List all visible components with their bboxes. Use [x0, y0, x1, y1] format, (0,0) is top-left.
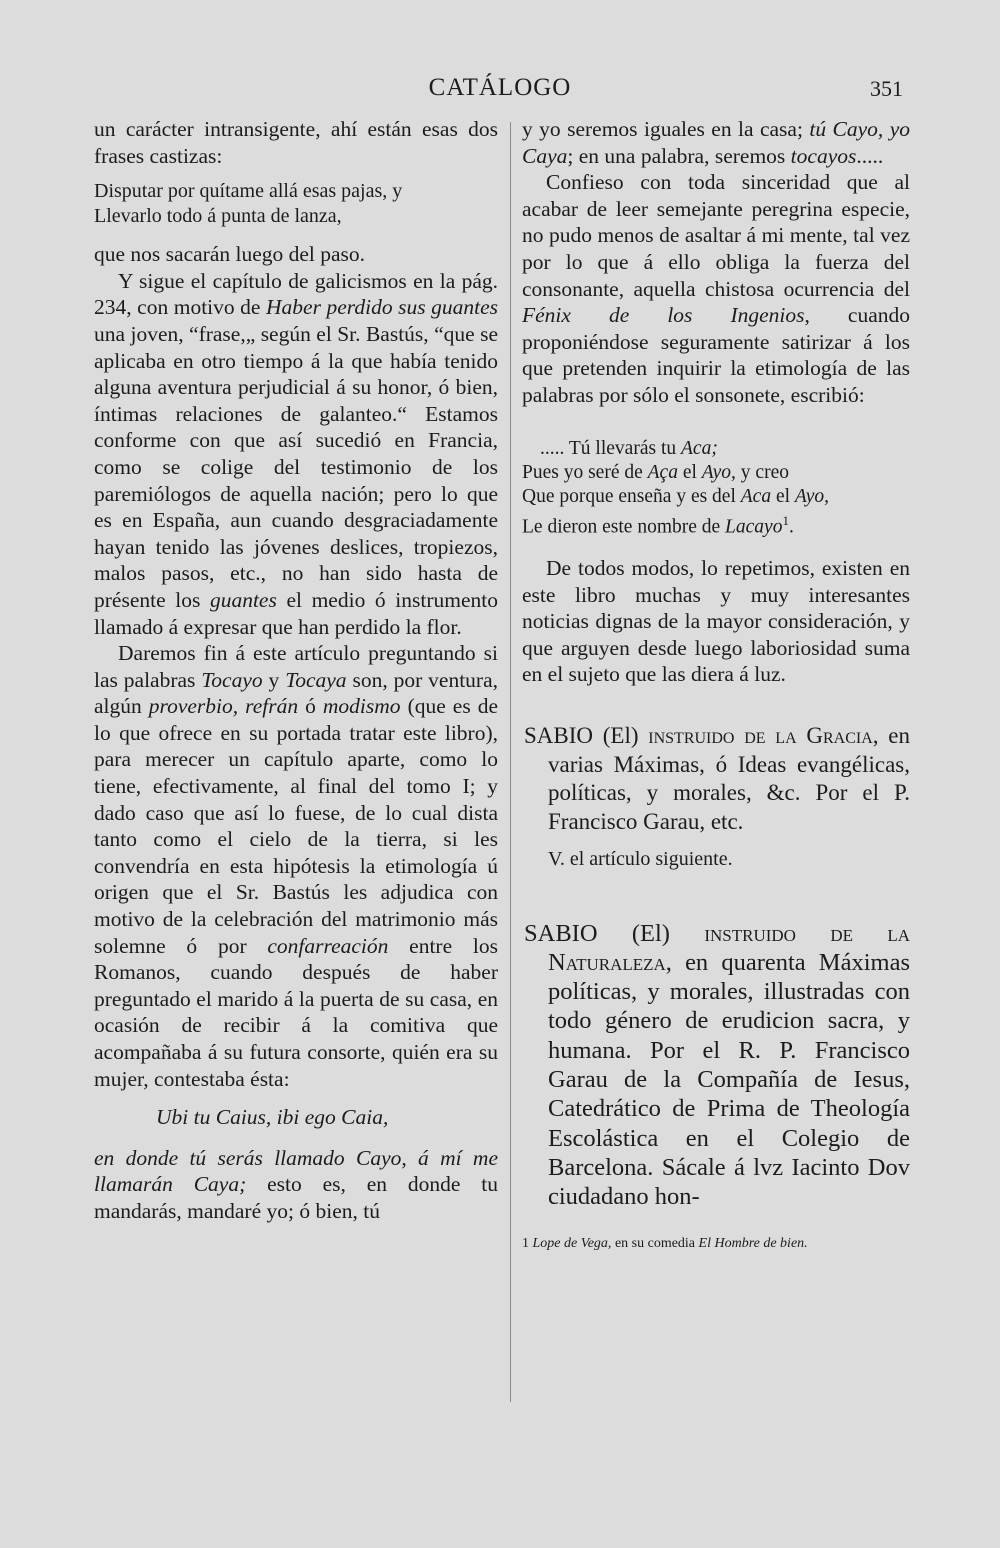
text-run: , en quarenta Máximas políticas, y morales, illustradas con todo género de erudicion sacra, y humana. Por el R. P. Francisco Garau de la Compañía de Iesus, Catedrático de Prima de Theología Escolástica en el Colegio de Barcelona. Sácale á lvz Iacinto Dov ciudadano hon-: [548, 948, 910, 1211]
text-run: Que porque enseña y es del: [522, 485, 741, 507]
italic-run: tú Cayo, yo Caya: [522, 117, 910, 168]
text-run: Confieso con toda sinceridad que al acabar de leer semejante peregrina especie, no pudo menos de asaltar á mi mente, tal vez por lo que á ello obliga la fuerza del consonante, aquella chistosa ocurrencia del: [522, 170, 910, 301]
text-run: esto es, en donde tu mandarás, mandaré yo; ó bien, tú: [94, 1172, 498, 1223]
italic-run: Haber perdido sus guantes: [266, 295, 498, 320]
catalog-entry: [522, 919, 910, 1212]
verse-line: [522, 461, 910, 485]
text-run: son, por ventura, algún: [94, 667, 499, 719]
text-run: el: [771, 485, 795, 507]
italic-run: Ayo,: [794, 485, 830, 507]
paragraph: [522, 116, 910, 169]
quote-line: Llevarlo todo á punta de lanza,: [94, 205, 342, 228]
italic-run: confarreación: [267, 933, 389, 958]
text-run: una joven, “frase,„ según el Sr. Bastús, “que se aplicaba en otro tiempo á la que había tenido alguna aventura perjudicial á su honor, ó bien, íntimas relaciones de galanteo.“ Estamos conforme con que así sucedió en Francia, como se colige del testimonio de los paremiólogos de aquella nación; pero lo que es en España, aun cuando desgraciadamente hayan tenido las jóvenes deslices, tropiezos, malos pasos, etc., no han sido hasta de présente los: [94, 321, 498, 612]
text-run: Lope de Vega,: [529, 1235, 612, 1251]
text-run: Le dieron este nombre de: [522, 516, 726, 538]
footnote-number: 1: [522, 1235, 529, 1251]
verse-quote: [522, 437, 910, 540]
running-title: CATÁLOGO: [428, 74, 572, 101]
text-run: (que es de lo que ofrece en su portada tratar este libro), para merecer un capítulo aparte, como lo tiene, efectivamente, al final del tomo I; y dado caso que así lo fuese, de lo cual dista tanto como el cielo de la tierra, si les convendría en esta hipótesis la etimología ú origen que el Sr. Bastús les adjudica con motivo de la celebración del matrimonio más solemne ó por: [94, 694, 499, 958]
entry-subtitle: instruido de la Naturaleza: [548, 919, 910, 976]
paragraph: [94, 640, 498, 1092]
verse-line: [522, 509, 910, 540]
italic-run: Aça: [647, 461, 678, 483]
verse-line: [522, 485, 910, 509]
italic-run: Aca;: [681, 437, 718, 459]
entry-subtitle: instruido de la Gracia: [648, 723, 873, 748]
verse-line: [522, 437, 910, 461]
text-run: Pues yo seré de: [522, 461, 648, 483]
italic-run: Tocayo: [201, 667, 263, 692]
text-run: el medio ó instrumento llamado á expresar que han perdido la flor.: [94, 587, 499, 639]
italic-run: modismo: [322, 694, 401, 719]
text-run: entre los Romanos, cuando después de haber preguntado el marido á la puerta de su casa, en ocasión de recibir á la comitiva que acompañaba á su futura consorte, quién era su mujer, contestaba ésta:: [94, 933, 498, 1091]
entry-heading: SABIO (El): [524, 723, 649, 748]
paragraph: [522, 169, 910, 408]
quoted-phrases: [94, 179, 498, 229]
italic-run: Fénix de los Ingenios: [522, 303, 805, 328]
latin-quote: Ubi tu Caius, ibi ego Caia,: [156, 1105, 389, 1130]
paragraph: un carácter intransigente, ahí están esas dos frases castizas:: [94, 117, 498, 168]
paragraph: [94, 1145, 498, 1225]
italic-run: en donde tú serás llamado Cayo, á mí me llamarán Caya;: [94, 1145, 498, 1197]
italic-run: guantes: [209, 587, 277, 612]
italic-run: Lacayo: [725, 516, 783, 538]
text-run: , cuando proponiéndose seguramente satirizar á los que pretenden inquirir la etimología de las palabras por sólo el sonsonete, escribió:: [522, 303, 910, 407]
cross-reference: V. el artículo siguiente.: [548, 848, 733, 870]
text-run: .....: [856, 143, 884, 168]
paragraph: [94, 268, 498, 640]
left-column: [94, 116, 498, 1225]
paragraph: De todos modos, lo repetimos, existen en este libro muchas y muy interesantes noticias dignas de la mayor consideración, y que arguyen desde luego laboriosidad suma en el sujeto que las diera á luz.: [522, 556, 910, 687]
text-run: Y sigue el capítulo de galicismos en la pág. 234, con motivo de: [94, 268, 498, 320]
italic-run: Aca: [740, 485, 772, 507]
text-run: y creo: [735, 461, 789, 483]
footnote-marker: 1: [782, 512, 789, 528]
catalog-entry: [522, 722, 910, 836]
column-divider: [510, 122, 511, 1402]
text-run: El Hombre de bien.: [698, 1235, 808, 1251]
text-run: , en varias Máximas, ó Ideas evangélicas, políticas, y morales, &c. Por el P. Francisco Garau, etc.: [548, 723, 910, 834]
text-run: en su comedia: [611, 1235, 699, 1251]
page-number: 351: [870, 76, 903, 101]
entry-heading: SABIO (El): [524, 919, 705, 947]
right-column: [522, 116, 910, 1254]
text-run: y yo seremos iguales en la casa;: [522, 117, 810, 141]
footnote: [522, 1234, 910, 1254]
text-run: y: [262, 667, 286, 692]
text-run: el: [677, 461, 702, 483]
text-run: ..... Tú llevarás tu: [540, 437, 681, 459]
text-run: Daremos fin á este artículo preguntando si las palabras: [94, 641, 498, 692]
paragraph: que nos sacarán luego del paso.: [94, 242, 366, 267]
text-run: ; en una palabra, seremos: [567, 143, 791, 168]
text-run: .: [788, 516, 794, 538]
italic-run: tocayos: [790, 143, 857, 168]
text-run: ó: [298, 694, 323, 719]
italic-run: Tocaya: [285, 667, 347, 692]
italic-run: proverbio, refrán: [148, 694, 299, 719]
quote-line: Disputar por quítame allá esas pajas, y: [94, 180, 403, 203]
italic-run: Ayo,: [701, 461, 736, 483]
